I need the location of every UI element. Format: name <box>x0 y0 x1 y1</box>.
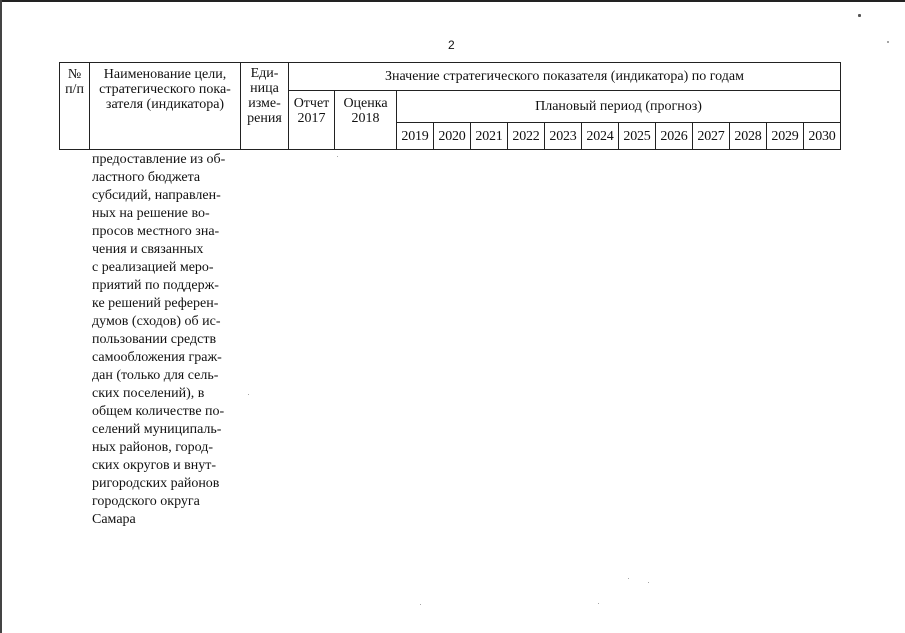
text-line: ских поселений), в <box>92 386 205 401</box>
text-line: приятий по поддерж- <box>92 278 219 293</box>
scan-speck <box>337 156 338 157</box>
scan-speck <box>628 578 629 579</box>
header-num-line: № <box>67 67 82 82</box>
header-unit-line: изме- <box>248 96 281 111</box>
header-report-2017 <box>289 91 335 150</box>
header-values-by-year: Значение стратегического показателя (индикатора) по годам <box>289 63 841 91</box>
indicator-name-text <box>92 151 252 529</box>
header-year: 2027 <box>693 123 730 150</box>
header-year: 2024 <box>582 123 619 150</box>
header-num-line: п/п <box>65 82 84 97</box>
header-unit-line: ница <box>250 81 279 96</box>
text-line: пользовании средств <box>92 332 217 347</box>
header-year: 2023 <box>545 123 582 150</box>
text-line: дан (только для сель- <box>92 368 219 383</box>
header-year: 2028 <box>730 123 767 150</box>
page-number: 2 <box>448 38 455 52</box>
header-plan-period: Плановый период (прогноз) <box>397 91 841 123</box>
text-line: с реализацией меро- <box>92 260 214 275</box>
text-line: ных на решение во- <box>92 206 210 221</box>
header-estimate-2018 <box>335 91 397 150</box>
header-year: 2019 <box>397 123 434 150</box>
scan-speck <box>420 604 421 605</box>
scan-speck <box>858 14 861 17</box>
indicator-table <box>59 62 841 150</box>
text-line: общем количестве по- <box>92 404 225 419</box>
text-line: просов местного зна- <box>92 224 220 239</box>
text-line: думов (сходов) об ис- <box>92 314 221 329</box>
text-line: ских округов и внут- <box>92 458 217 473</box>
header-year: 2020 <box>434 123 471 150</box>
header-year: 2025 <box>619 123 656 150</box>
header-name <box>90 63 241 150</box>
text-line: ригородских районов <box>92 476 220 491</box>
text-line: ных районов, город- <box>92 440 213 455</box>
text-line: селений муниципаль- <box>92 422 222 437</box>
text-line: самообложения граж- <box>92 350 222 365</box>
text-line: ке решений референ- <box>92 296 219 311</box>
header-name-line: стратегического пока- <box>99 82 231 97</box>
header-unit-line: Еди- <box>250 66 279 81</box>
text-line: ластного бюджета <box>92 170 201 185</box>
scan-speck <box>598 603 599 604</box>
header-year: 2021 <box>471 123 508 150</box>
header-estimate-line: 2018 <box>351 111 380 126</box>
scan-speck <box>887 41 889 43</box>
text-line: субсидий, направлен- <box>92 188 221 203</box>
header-estimate-line: Оценка <box>343 96 388 111</box>
header-unit-line: рения <box>247 111 282 126</box>
scan-speck <box>648 582 649 583</box>
scan-edge-top <box>0 0 905 2</box>
header-unit <box>241 63 289 150</box>
header-year: 2026 <box>656 123 693 150</box>
header-num <box>60 63 90 150</box>
header-name-line: Наименование цели, <box>103 67 227 82</box>
scan-speck <box>248 394 249 395</box>
header-name-line: зателя (индикатора) <box>105 97 225 112</box>
text-line: чения и связанных <box>92 242 204 257</box>
text-line: городского округа <box>92 494 200 509</box>
text-line: Самара <box>92 512 136 527</box>
header-report-line: 2017 <box>297 111 326 126</box>
scan-edge-left <box>0 0 2 633</box>
header-year: 2030 <box>804 123 841 150</box>
text-line: предоставление из об- <box>92 152 226 167</box>
header-year: 2029 <box>767 123 804 150</box>
header-year: 2022 <box>508 123 545 150</box>
header-report-line: Отчет <box>293 96 330 111</box>
